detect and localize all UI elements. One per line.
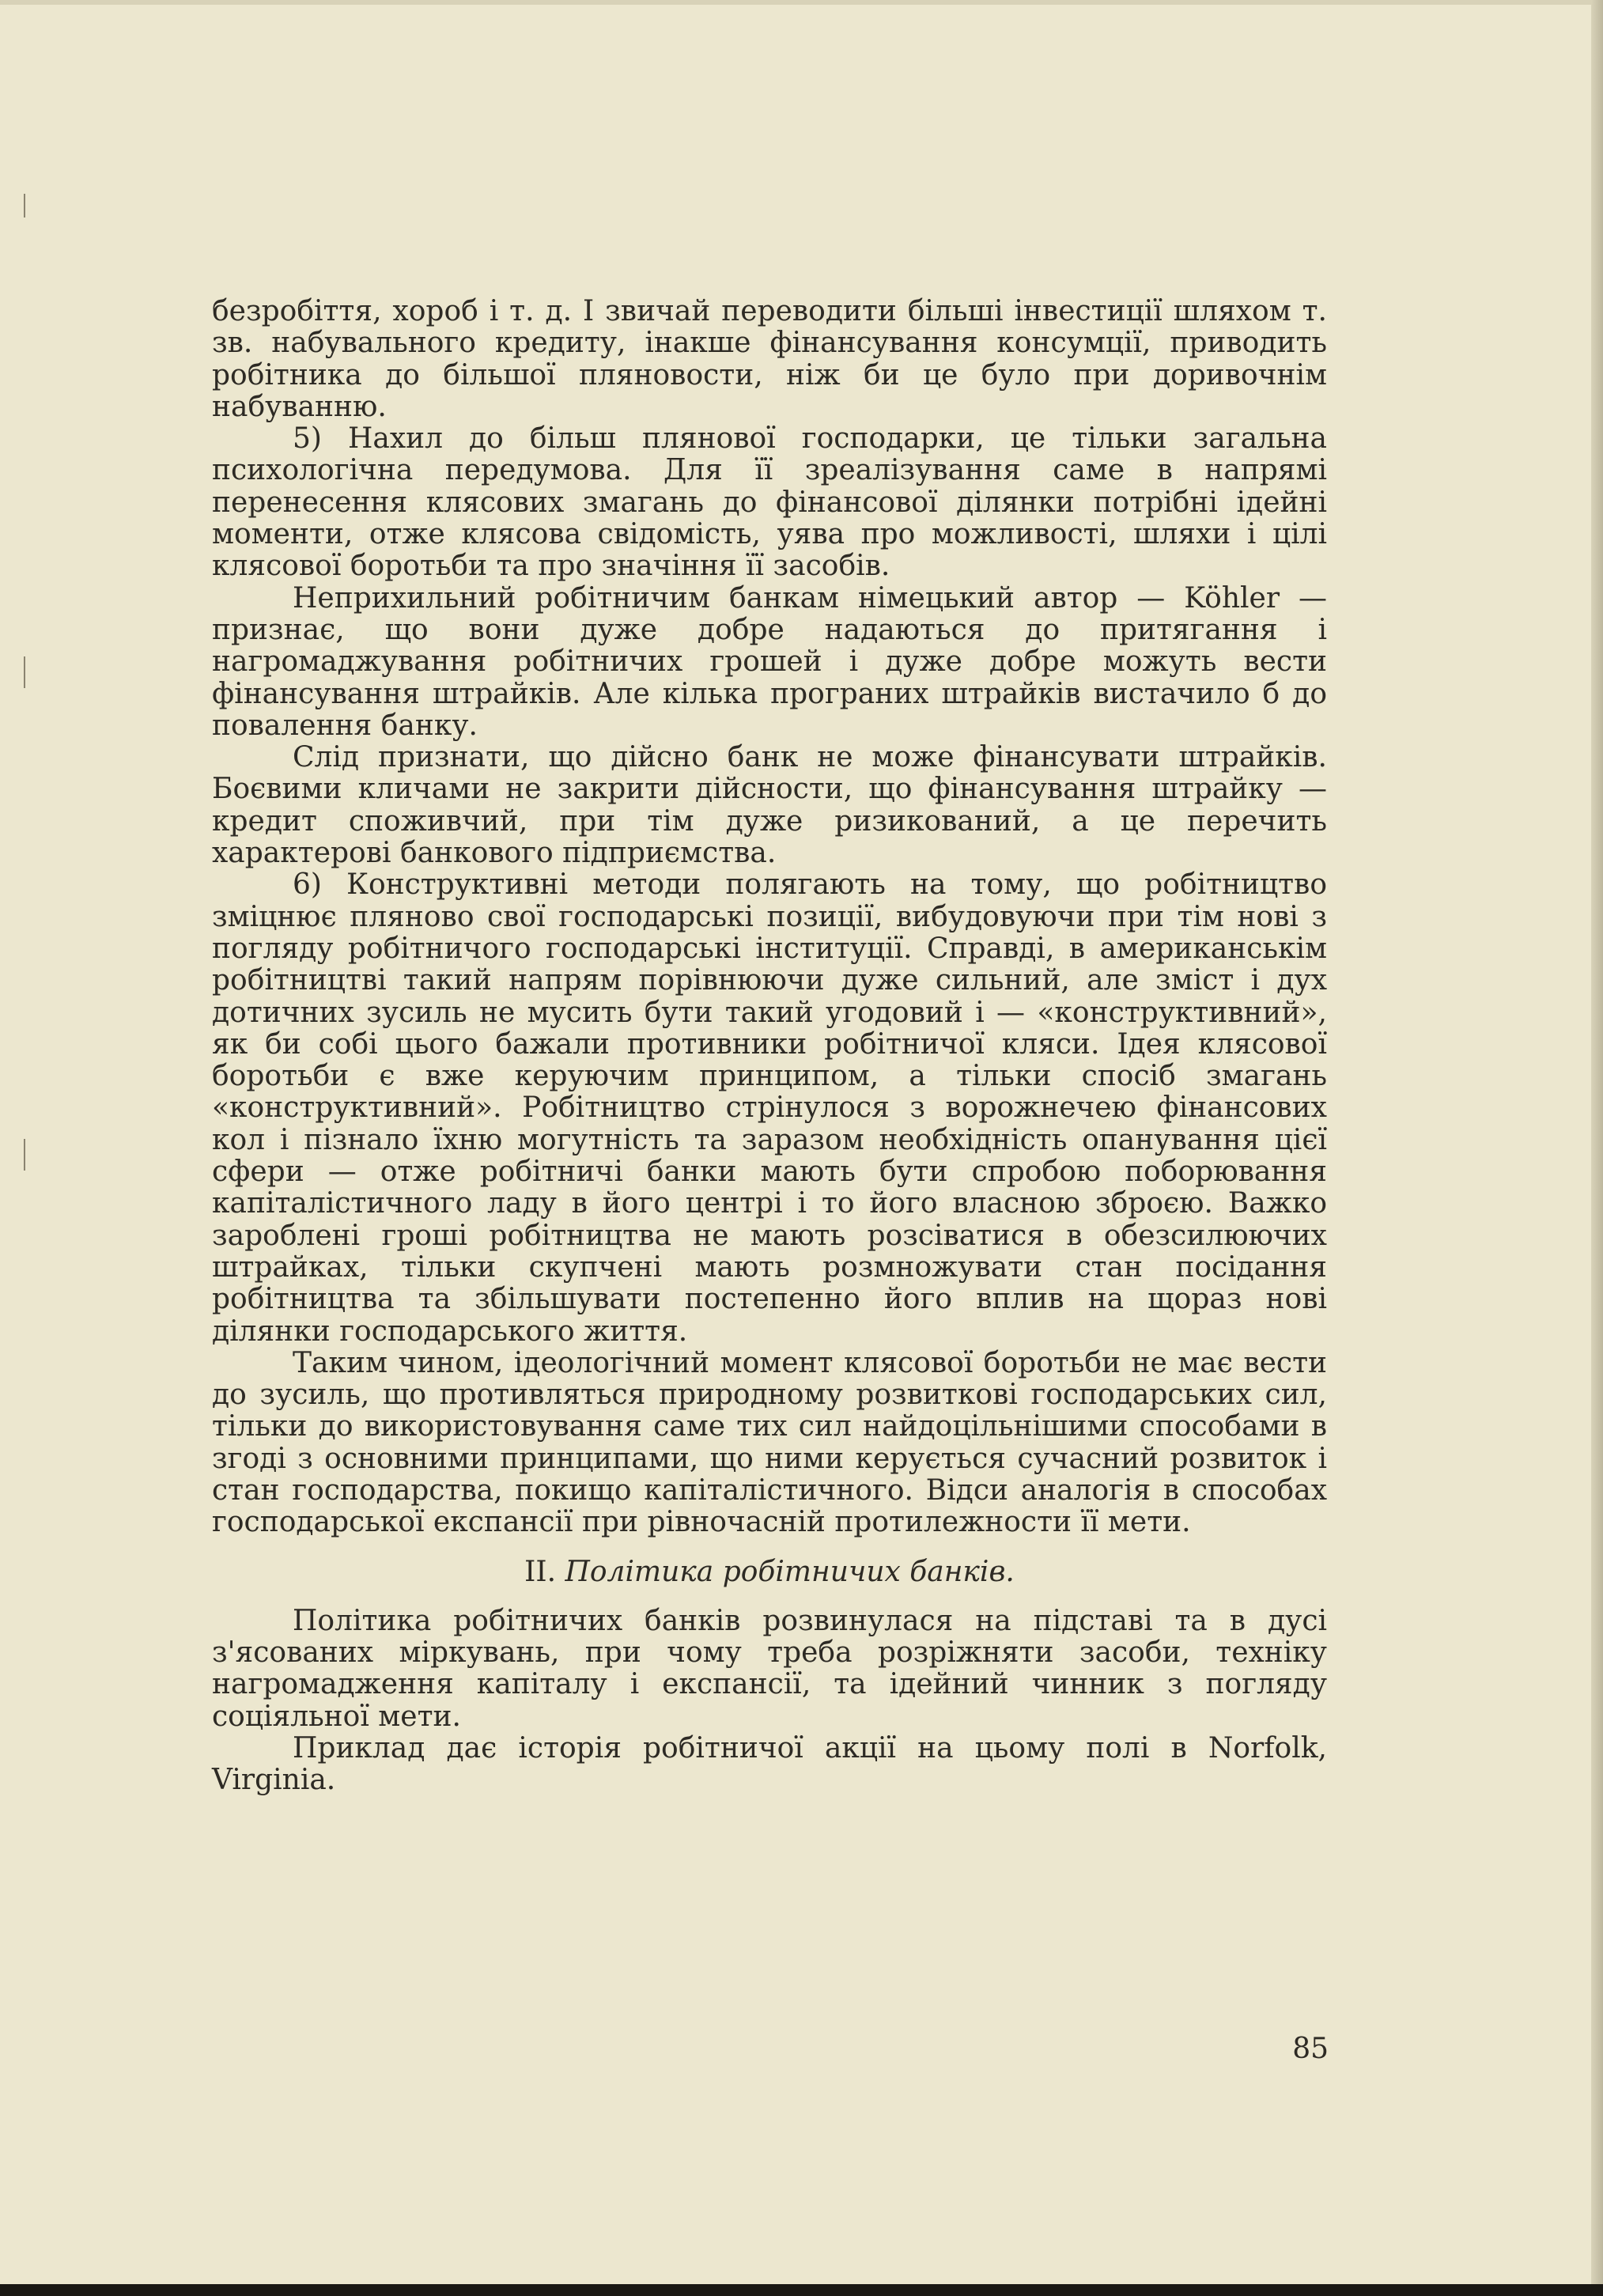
page-edge-right [1591,0,1603,2296]
page-edge-top [0,0,1603,5]
paragraph: Слід признати, що дійсно банк не може фінансувати штрайків. Боєвими кличами не закрити дійсности, що фінансування штрайку — кредит споживчий, при тім дуже ризикований, а це перечить характерові банкового підприємства. [212,741,1327,870]
paragraph: Політика робітничих банків розвинулася на підставі та в дусі з'ясованих міркувань, при чому треба розріжняти засоби, техніку нагромадження капіталу і експансії, та ідейний чинник з погляду соціяльної мети. [212,1604,1327,1733]
page-number: 85 [1292,2033,1329,2065]
paragraph: Приклад дає історія робітничої акції на цьому полі в Norfolk, Virginia. [212,1732,1327,1797]
paragraph: Таким чином, ідеологічний момент клясової боротьби не має вести до зусиль, що противляться природному розвиткові господарських сил, тільки до використовування саме тих сил найдоцільнішими способами в згоді з основними принципами, що ними керується сучасний розвиток і стан господарства, покищо капіталістичного. Відси аналогія в способах господарської експансії при рівночасній протилежности її мети. [212,1346,1327,1539]
margin-mark [24,194,25,217]
section-numeral: II. [524,1555,557,1588]
page-text [212,296,1327,1797]
margin-mark [24,1139,25,1171]
section-title: Політика робітничих банків. [565,1555,1015,1588]
page-edge-bottom [0,2284,1603,2296]
paragraph: безробіття, хороб і т. д. І звичай переводити більші інвестиції шляхом т. зв. набувального кредиту, інакше фінансування консумції, приводить робітника до більшої пляновости, ніж би це було при доривочнім набуванню. [212,295,1327,423]
section-heading [212,1557,1327,1588]
paragraph: 5) Нахил до більш плянової господарки, це тільки загальна психологічна передумова. Для її зреалізування саме в напрямі перенесення клясових змагань до фінансової ділянки потрібні ідейні моменти, отже клясова свідомість, уява про можливості, шляхи і цілі клясової боротьби та про значіння її засобів. [212,422,1327,583]
margin-mark [24,656,25,688]
paragraph: Неприхильний робітничим банкам німецький автор — Köhler — признає, що вони дуже добре надаються до притягання і нагромаджування робітничих грошей і дуже добре можуть вести фінансування штрайків. Але кілька програних штрайків вистачило б до повалення банку. [212,581,1327,742]
paragraph: 6) Конструктивні методи полягають на тому, що робітництво зміцнює пляново свої господарські позиції, вибудовуючи при тім нові з погляду робітничого господарські інституції. Справді, в американськім робітництві такий напрям порівнюючи дуже сильний, але зміст і дух дотичних зусиль не мусить бути такий угодовий і — «конструктивний», як би собі цього бажали противники робітничої кляси. Ідея клясової боротьби є вже керуючим принципом, а тільки спосіб змагань «конструктивний». Робітництво стрінулося з ворожнечею фінансових кол і пізнало їхню могутність та заразом необхідність опанування цієї сфери — отже робітничі банки мають бути спробою поборювання капіталістичного ладу в його центрі і то його власною зброєю. Важко зароблені гроші робітництва не мають розсіватися в обезсилюючих штрайках, тільки скупчені мають розмножувати стан посідання робітництва та збільшувати постепенно його вплив на щораз нові ділянки господарського життя. [212,868,1327,1348]
